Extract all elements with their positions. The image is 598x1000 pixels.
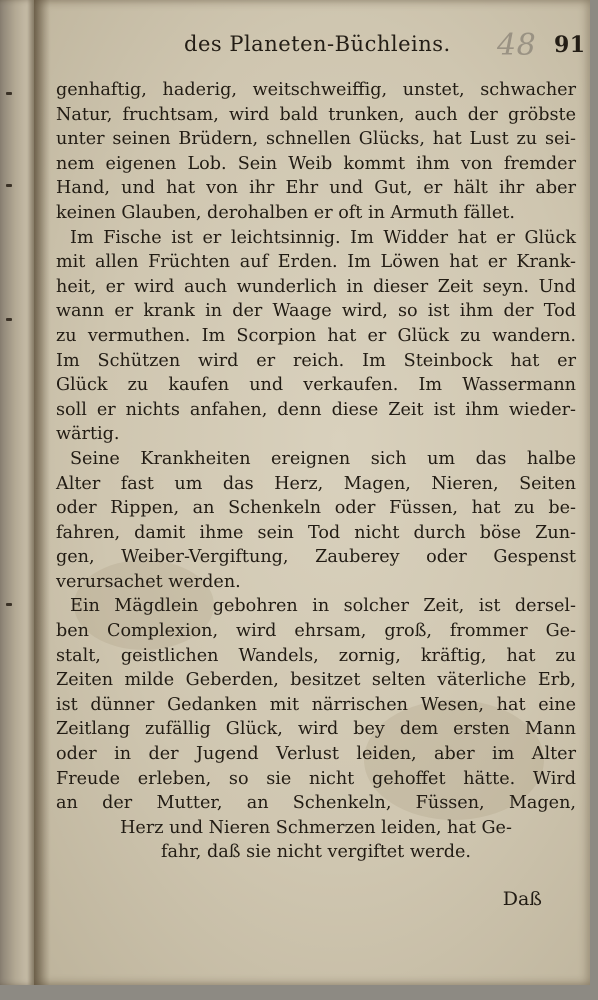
text-line: mit allen Früchten auf Erden. Im Löwen hat er Krank- (56, 252, 576, 273)
text-line: heit, er wird auch wunderlich in dieser Zeit seyn. Und (56, 276, 576, 297)
text-line: Ein Mägdlein gebohren in solcher Zeit, ist dersel- (70, 596, 576, 617)
book-page (34, 0, 590, 985)
text-line: unter seinen Brüdern, schnellen Glücks, hat Lust zu sei- (56, 129, 576, 150)
text-line: keinen Glauben, derohalben er oft in Armuth fället. (56, 202, 515, 223)
text-line: Alter fast um das Herz, Magen, Nieren, Seiten (56, 473, 576, 494)
text-line: Herz und Nieren Schmerzen leiden, hat Ge- (120, 817, 512, 838)
text-line: zu vermuthen. Im Scorpion hat er Glück zu wandern. (56, 325, 576, 346)
ink-mark (6, 184, 12, 187)
text-line: oder in der Jugend Verlust leiden, aber im Alter (56, 744, 576, 765)
text-line: Im Fische ist er leichtsinnig. Im Widder hat er Glück (70, 227, 576, 248)
text-line: Freude erleben, so sie nicht gehoffet hätte. Wird (56, 768, 576, 789)
text-line: Zeiten milde Geberden, besitzet selten väterliche Erb, (56, 670, 576, 691)
text-line: Seine Krankheiten ereignen sich um das halbe (70, 448, 576, 469)
text-line: genhaftig, haderig, weitschweiffig, unstet, schwacher (56, 80, 576, 100)
ink-mark (6, 92, 12, 95)
text-line: soll er nichts anfahen, denn diese Zeit ist ihm wieder- (56, 399, 576, 420)
text-line: fahren, damit ihme sein Tod nicht durch böse Zun- (56, 522, 576, 543)
text-line: wann er krank in der Waage wird, so ist ihm der Tod (56, 301, 576, 322)
text-line: gen, Weiber-Vergiftung, Zauberey oder Gespenst (56, 547, 576, 568)
text-line: verursachet werden. (56, 571, 241, 592)
catchword: Daß (502, 888, 542, 910)
text-line: Zeitlang zufällig Glück, wird bey dem ersten Mann (56, 719, 576, 740)
text-line: Hand, und hat von ihr Ehr und Gut, er hält ihr aber (56, 178, 576, 199)
body-text (56, 78, 576, 865)
handwritten-folio-mark: 48 (497, 28, 537, 63)
text-line: fahr, daß sie nicht vergiftet werde. (160, 842, 471, 863)
text-line: ben Complexion, wird ehrsam, groß, frommer Ge- (56, 621, 576, 642)
running-head: des Planeten-Büchleins. (184, 32, 451, 56)
ink-mark (6, 603, 12, 606)
previous-page-edge (0, 0, 34, 985)
text-line: Natur, fruchtsam, wird bald trunken, auch der gröbste (56, 104, 576, 125)
text-line: ist dünner Gedanken mit närrischen Wesen, hat eine (56, 694, 576, 715)
text-line: nem eigenen Lob. Sein Weib kommt ihm von fremder (56, 153, 576, 174)
page-number: 91 (554, 32, 586, 58)
text-line: oder Rippen, an Schenkeln oder Füssen, hat zu be- (56, 498, 576, 519)
text-line: wärtig. (56, 424, 120, 445)
ink-mark (6, 318, 12, 321)
text-line: Im Schützen wird er reich. Im Steinbock hat er (56, 350, 576, 371)
page-gutter-shadow (34, 0, 50, 985)
text-line: stalt, geistlichen Wandels, zornig, kräftig, hat zu (56, 645, 576, 666)
text-line: Glück zu kaufen und verkaufen. Im Wassermann (56, 375, 576, 396)
page-header (184, 28, 586, 64)
text-line: an der Mutter, an Schenkeln, Füssen, Magen, (56, 793, 576, 814)
